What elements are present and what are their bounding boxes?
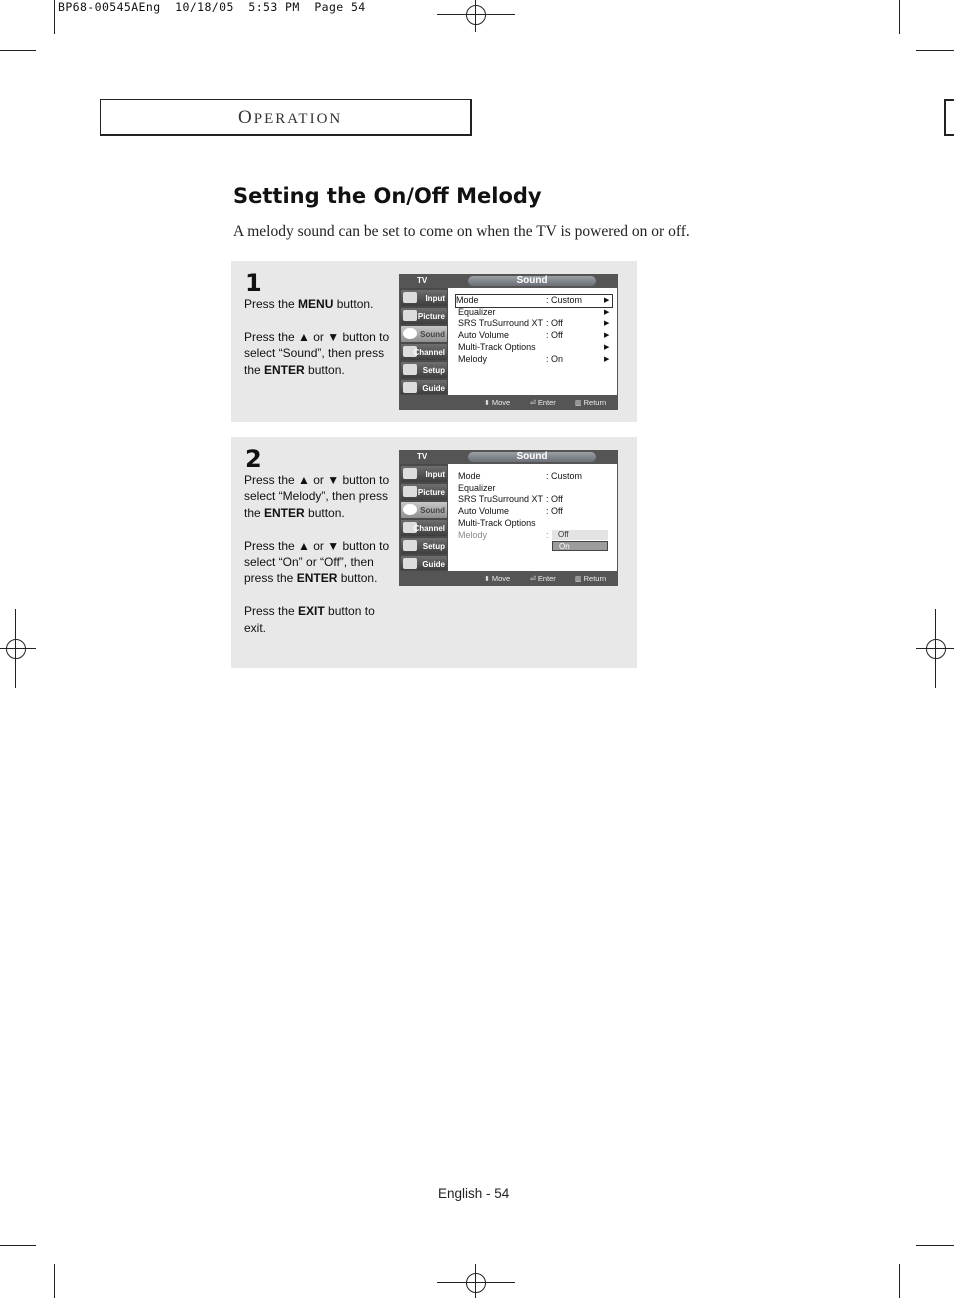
- instruction-paragraph: Press the EXIT button to exit.: [244, 604, 375, 635]
- sidebar-item-guide: Guide: [401, 556, 447, 570]
- return-icon: ▥: [575, 400, 582, 407]
- osd-footer: [400, 395, 617, 409]
- osd-heading: Sound: [516, 275, 548, 286]
- input-icon: [403, 292, 417, 303]
- osd-sidebar: [400, 464, 448, 571]
- printer-slug: BP68-00545AEng 10/18/05 5:53 PM Page 54: [58, 0, 366, 14]
- instruction-paragraph: Press the ▲ or ▼ button to select “On” or “Off”, then press the ENTER button.: [244, 538, 390, 586]
- up-down-icon: ⬍: [484, 400, 490, 407]
- osd-tv-label: TV: [417, 276, 428, 285]
- up-down-icon: ⬍: [484, 576, 490, 583]
- step-2-panel: [231, 437, 637, 668]
- sidebar-item-setup: Setup: [401, 538, 447, 554]
- page-tab-mark: [944, 99, 954, 136]
- hint-move: ⬍ Move: [484, 398, 511, 407]
- instruction-paragraph: Press the MENU button.: [244, 297, 374, 311]
- arrow-right-icon: ▶: [604, 309, 610, 316]
- hint-return: ▥ Return: [575, 398, 607, 407]
- osd-footer: [400, 571, 617, 585]
- picture-icon: [403, 310, 417, 321]
- page-number: English - 54: [438, 1186, 510, 1201]
- menu-row-mode: Mode : Custom ▶: [456, 295, 612, 307]
- melody-option-off: Off: [552, 530, 608, 540]
- input-icon: [403, 468, 417, 479]
- speaker-icon: [403, 328, 417, 339]
- osd-sidebar: [400, 288, 448, 395]
- tv-osd-screen: TV Sound Input Picture Sound Channel Setup Guide Mode : Custom Equalizer SRS TruSurround XT : Off Auto Volume : Off Multi-Track Options Melody : Off On ⬍ Move ⏎ Enter ▥ Return: [399, 450, 618, 586]
- sidebar-item-setup: Setup: [401, 362, 447, 378]
- step-1-panel: [231, 261, 637, 422]
- sidebar-item-channel: Channel: [401, 520, 447, 536]
- arrow-right-icon: ▶: [604, 344, 610, 351]
- hint-return: ▥ Return: [575, 574, 607, 583]
- picture-icon: [403, 486, 417, 497]
- sidebar-item-channel: Channel: [401, 344, 447, 360]
- sidebar-item-picture: Picture: [401, 484, 447, 500]
- osd-title-bar: [400, 451, 617, 464]
- instruction-paragraph: Press the ▲ or ▼ button to select “Sound”, then press the ENTER button.: [244, 329, 390, 377]
- arrow-right-icon: ▶: [604, 297, 610, 304]
- sidebar-item-input: Input: [401, 290, 447, 306]
- guide-icon: [403, 382, 417, 393]
- instruction-paragraph: Press the ▲ or ▼ button to select “Melody”, then press the ENTER button.: [244, 473, 390, 520]
- melody-option-on: On: [552, 541, 608, 551]
- intro-text: A melody sound can be set to come on when the TV is powered on or off.: [233, 223, 690, 240]
- sidebar-item-guide: Guide: [401, 380, 447, 394]
- sidebar-item-sound: Sound: [401, 502, 447, 518]
- enter-icon: ⏎: [530, 400, 536, 407]
- speaker-icon: [403, 504, 417, 515]
- page-title: Setting the On/Off Melody: [233, 184, 542, 208]
- step-number: 2: [245, 445, 262, 473]
- step-number: 1: [245, 269, 262, 297]
- sidebar-item-input: Input: [401, 466, 447, 482]
- osd-title-bar: [400, 275, 617, 288]
- hint-move: ⬍ Move: [484, 574, 511, 583]
- sidebar-item-picture: Picture: [401, 308, 447, 324]
- step-instructions: [244, 296, 396, 394]
- osd-heading: Sound: [516, 451, 548, 462]
- tv-osd-screen: TV Sound Input Picture Sound Channel Setup Guide Mode : Custom ▶ Equalizer ▶ SRS TruSurround XT : Off ▶ Auto Volume : Off ▶ Multi-Track Options ▶ Melody : On ▶ ⬍ Move ⏎ Enter ▥ Return: [399, 274, 618, 410]
- hint-enter: ⏎ Enter: [530, 574, 556, 583]
- arrow-right-icon: ▶: [604, 356, 610, 363]
- arrow-right-icon: ▶: [604, 320, 610, 327]
- enter-icon: ⏎: [530, 576, 536, 583]
- setup-icon: [403, 364, 417, 375]
- step-instructions: [244, 472, 399, 652]
- guide-icon: [403, 558, 417, 569]
- osd-tv-label: TV: [417, 452, 428, 461]
- sidebar-item-sound: Sound: [401, 326, 447, 342]
- arrow-right-icon: ▶: [604, 332, 610, 339]
- return-icon: ▥: [575, 576, 582, 583]
- section-label: OPERATION: [238, 107, 343, 128]
- hint-enter: ⏎ Enter: [530, 398, 556, 407]
- setup-icon: [403, 540, 417, 551]
